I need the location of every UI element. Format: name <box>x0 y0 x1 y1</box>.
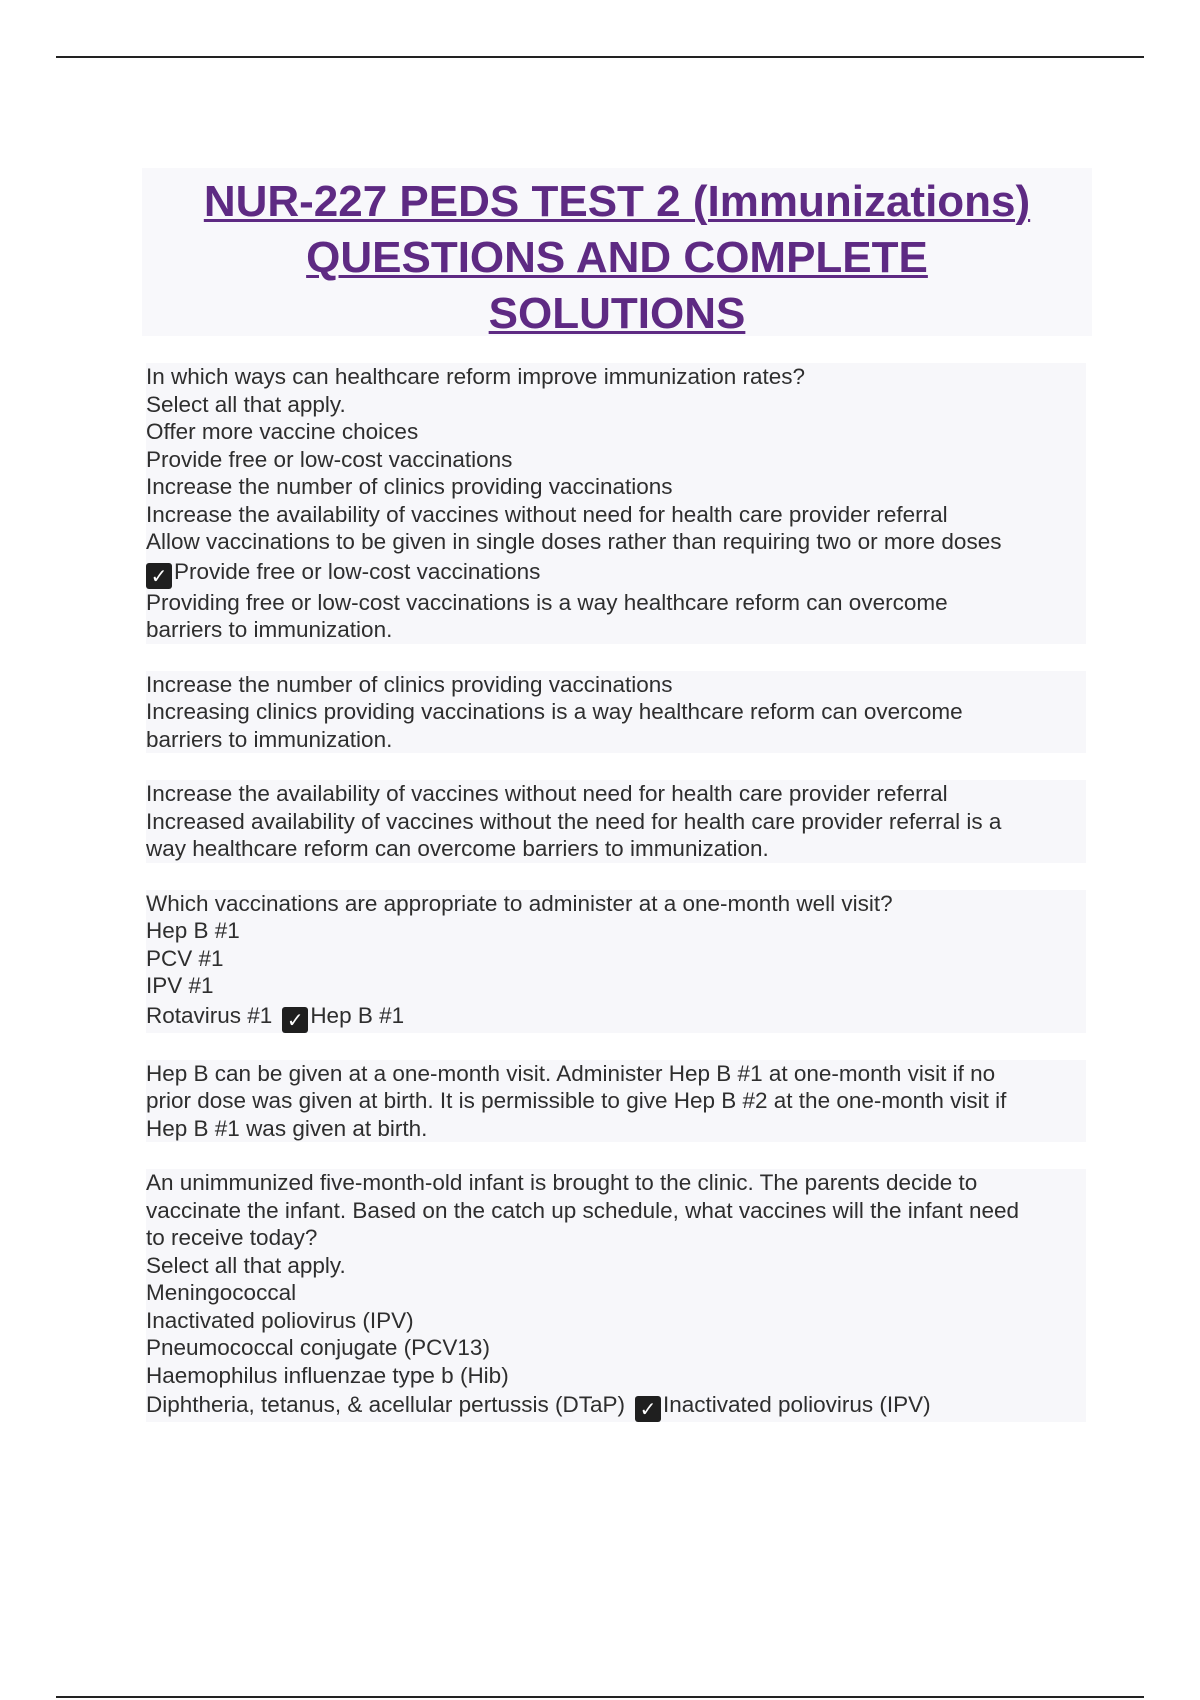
q2-explanation: Hep B #1 was given at birth. <box>146 1115 428 1141</box>
q1-explanation: barriers to immunization. <box>146 617 393 642</box>
q2-last-option-and-answer <box>146 1000 1086 1033</box>
title-line-3: SOLUTIONS <box>488 289 746 338</box>
q3-instruction: Select all that apply. <box>146 1252 346 1278</box>
q1-option: Allow vaccinations to be given in single doses rather than requiring two or more doses <box>146 529 1002 554</box>
q3-question: to receive today? <box>146 1225 318 1250</box>
q2-option: Hep B #1 <box>146 918 240 943</box>
q2-explanation-block <box>146 1060 1086 1143</box>
top-rule <box>56 56 1144 58</box>
document-body <box>146 363 1086 1449</box>
q2-explanation: prior dose was given at birth. It is permissible to give Hep B #2 at the one-month visit if <box>146 1088 1007 1113</box>
q1-answer-label: Increase the availability of vaccines without need for health care provider referral <box>146 781 948 806</box>
title-line-1: NUR-227 PEDS TEST 2 (Immunizations) <box>203 177 1031 226</box>
q1-explanation: Increased availability of vaccines without the need for health care provider referral is a <box>146 808 1002 834</box>
bottom-rule <box>56 1696 1144 1698</box>
q1-answer-block <box>146 780 1086 863</box>
question-1 <box>146 363 1086 644</box>
q2-option: Rotavirus #1 <box>146 1002 273 1028</box>
q1-question: In which ways can healthcare reform improve immunization rates? <box>146 364 806 389</box>
q1-option: Provide free or low-cost vaccinations <box>146 446 513 472</box>
q3-question: vaccinate the infant. Based on the catch up schedule, what vaccines will the infant need <box>146 1197 1020 1223</box>
q2-option: IPV #1 <box>146 973 214 998</box>
title-line-2: QUESTIONS AND COMPLETE <box>306 233 928 282</box>
checkbox-checked-icon: ✓ <box>282 1007 308 1033</box>
q2-answer-label: Hep B #1 <box>310 1002 405 1028</box>
q1-answer-label: Provide free or low-cost vaccinations <box>174 558 541 584</box>
q1-option: Increase the availability of vaccines without need for health care provider referral <box>146 501 948 527</box>
q3-option: Diphtheria, tetanus, & acellular pertussis (DTaP) <box>146 1392 625 1417</box>
checkbox-checked-icon: ✓ <box>635 1396 661 1422</box>
q1-explanation: Increasing clinics providing vaccinations is a way healthcare reform can overcome <box>146 699 963 724</box>
q2-explanation: Hep B can be given at a one-month visit. Administer Hep B #1 at one-month visit if no <box>146 1060 996 1086</box>
q2-question: Which vaccinations are appropriate to administer at a one-month well visit? <box>146 890 893 916</box>
document-title <box>142 168 1092 336</box>
q1-option: Increase the number of clinics providing vaccinations <box>146 474 673 499</box>
q1-explanation: Providing free or low-cost vaccinations is a way healthcare reform can overcome <box>146 589 948 615</box>
q3-option: Inactivated poliovirus (IPV) <box>146 1307 414 1333</box>
q3-question: An unimmunized five-month-old infant is brought to the clinic. The parents decide to <box>146 1170 978 1195</box>
q1-explanation: way healthcare reform can overcome barriers to immunization. <box>146 836 769 861</box>
question-3 <box>146 1169 1086 1422</box>
q1-instruction: Select all that apply. <box>146 391 346 417</box>
q1-answer <box>146 556 1086 589</box>
q2-option: PCV #1 <box>146 945 224 971</box>
q3-option: Haemophilus influenzae type b (Hib) <box>146 1362 509 1388</box>
checkbox-checked-icon: ✓ <box>146 563 172 589</box>
q3-answer-label: Inactivated poliovirus (IPV) <box>662 1392 931 1417</box>
q1-answer-label: Increase the number of clinics providing vaccinations <box>146 671 673 697</box>
q1-explanation: barriers to immunization. <box>146 726 393 752</box>
q3-last-option-and-answer <box>146 1389 1086 1422</box>
q1-option: Offer more vaccine choices <box>146 419 419 444</box>
question-2 <box>146 890 1086 1033</box>
q3-option: Pneumococcal conjugate (PCV13) <box>146 1335 490 1360</box>
q1-answer-block <box>146 671 1086 754</box>
q3-option: Meningococcal <box>146 1280 297 1305</box>
